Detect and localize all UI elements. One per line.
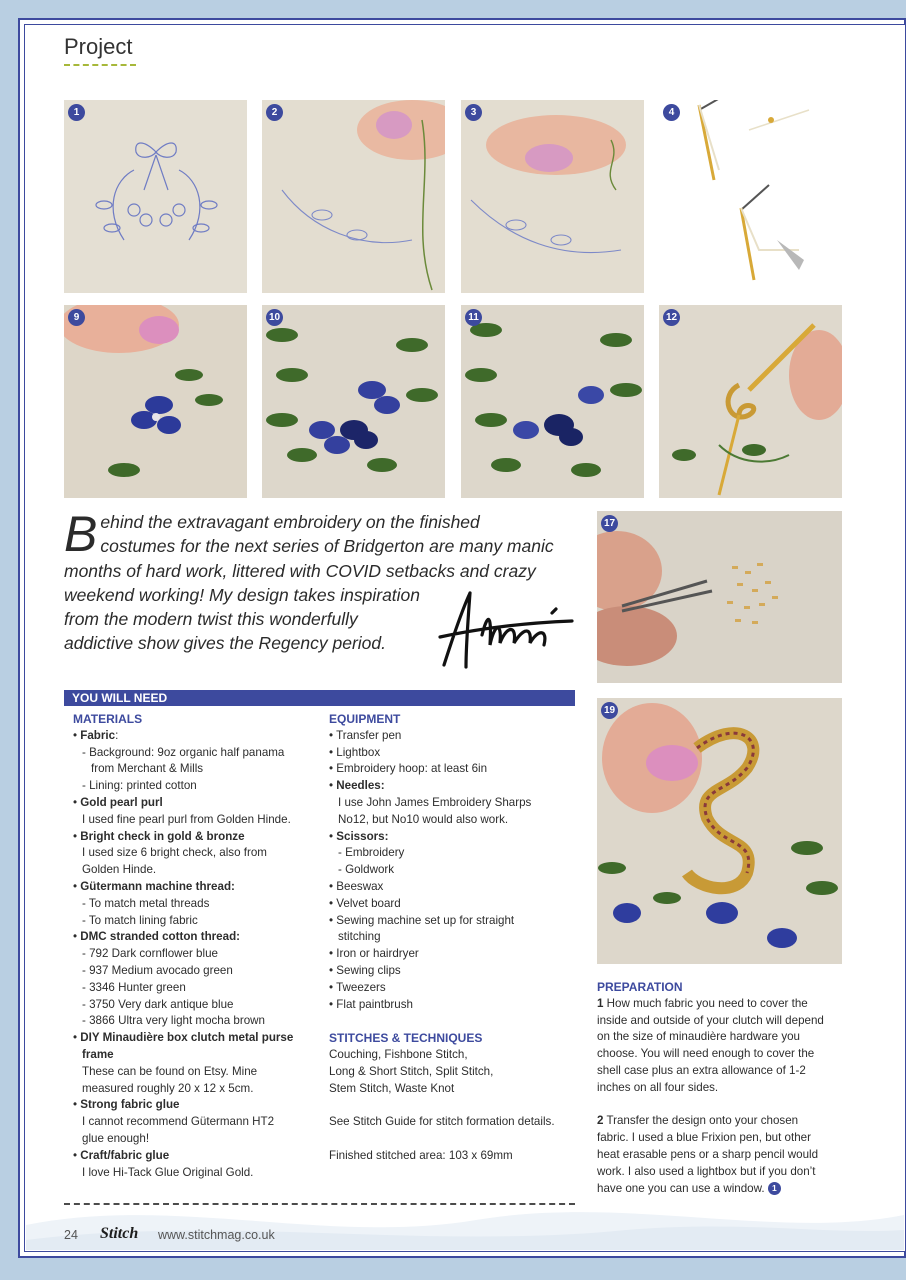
- list-item: - Goldwork: [338, 863, 395, 877]
- list-item: I love Hi-Tack Glue Original Gold.: [82, 1165, 254, 1179]
- step-photo-19: [597, 698, 842, 964]
- preparation-section: [597, 979, 847, 1197]
- list-item: • Velvet board: [329, 896, 401, 910]
- you-will-need-bar: YOU WILL NEED: [64, 690, 575, 706]
- prep-line: 2 Transfer the design onto your chosen: [597, 1114, 799, 1128]
- intro-line: weekend working! My design takes inspiration: [64, 584, 421, 605]
- list-item: • Beeswax: [329, 879, 384, 893]
- step-reference-badge: 1: [768, 1182, 781, 1195]
- prep-line: inches on all four sides.: [597, 1080, 719, 1094]
- step-badge: 4: [663, 104, 680, 121]
- list-item: Golden Hinde.: [82, 863, 157, 877]
- list-item: - 3750 Very dark antique blue: [82, 997, 234, 1011]
- list-item: I use John James Embroidery Sharps: [338, 795, 532, 809]
- materials-column: [73, 711, 318, 1181]
- section-underline: [64, 64, 136, 66]
- list-item: • Scissors:: [329, 829, 389, 843]
- list-item: • Tweezers: [329, 980, 386, 994]
- list-item: - 3866 Ultra very light mocha brown: [82, 1014, 266, 1028]
- prep-line: inside and outside of your clutch will depend: [597, 1013, 824, 1027]
- step-photo-2: [262, 100, 445, 293]
- step-photo-11: [461, 305, 644, 498]
- prep-line: have one you can use a window. 1: [597, 1181, 847, 1198]
- prep-line: 1 How much fabric you need to cover the: [597, 996, 808, 1010]
- step-badge: 11: [465, 309, 482, 326]
- list-item: • Craft/fabric glue: [73, 1148, 170, 1162]
- step-badge: 9: [68, 309, 85, 326]
- prep-line: fabric. I used a blue Frixion pen, but other: [597, 1131, 811, 1145]
- intro-line: from the modern twist this wonderfully: [64, 609, 358, 630]
- list-item: • DIY Minaudière box clutch metal purse: [73, 1031, 294, 1045]
- step-photo-10: [262, 305, 445, 498]
- magazine-logo: Stitch: [100, 1225, 139, 1242]
- prep-line: work. I also used a lightbox but if you don’t: [597, 1164, 816, 1178]
- list-item: • Gütermann machine thread:: [73, 879, 235, 893]
- step-badge: 3: [465, 104, 482, 121]
- intro-line: addictive show gives the Regency period.: [64, 633, 386, 654]
- list-item: glue enough!: [82, 1131, 150, 1145]
- list-item: stitching: [338, 930, 381, 944]
- list-item: - 792 Dark cornflower blue: [82, 947, 218, 961]
- list-item: - To match metal threads: [82, 896, 210, 910]
- page-number: 24: [64, 1228, 78, 1242]
- needle-threading-diagram: [659, 100, 842, 293]
- list-item: - Embroidery: [338, 846, 405, 860]
- step-badge: 19: [601, 702, 618, 719]
- website-link[interactable]: www.stitchmag.co.uk: [158, 1228, 275, 1242]
- prep-line: choose. You will need enough to cover the: [597, 1047, 815, 1061]
- step-photo-3: [461, 100, 644, 293]
- list-item: • Embroidery hoop: at least 6in: [329, 762, 488, 776]
- prep-line: on the size of minaudière hardware you: [597, 1030, 801, 1044]
- spacer: [329, 1013, 579, 1030]
- step-photo-4: [659, 100, 842, 293]
- list-item: • Sewing machine set up for straight: [329, 913, 515, 927]
- hand-stitching-illustration: [461, 100, 644, 293]
- drop-cap: B: [64, 506, 98, 562]
- spacer: [329, 1097, 579, 1114]
- section-label: Project: [64, 34, 133, 59]
- list-item: These can be found on Etsy. Mine: [82, 1064, 258, 1078]
- list-item: • Transfer pen: [329, 728, 402, 742]
- list-item: No12, but No10 would also work.: [338, 812, 509, 826]
- flower-wreath-illustration: [461, 305, 644, 498]
- stitches-heading: STITCHES & TECHNIQUES: [329, 1031, 483, 1046]
- list-item: • Bright check in gold & bronze: [73, 829, 245, 843]
- intro-line: costumes for the next series of Bridgerton are many manic: [100, 536, 554, 557]
- gold-couching-illustration: [659, 305, 842, 498]
- flower-stitching-illustration: [64, 305, 247, 498]
- spacer: [597, 1097, 847, 1114]
- stitch-guide-note: See Stitch Guide for stitch formation details.: [329, 1115, 555, 1129]
- prep-line: shell case plus an extra allowance of 1-2: [597, 1063, 806, 1077]
- step-badge: 2: [266, 104, 283, 121]
- list-item: - 937 Medium avocado green: [82, 963, 233, 977]
- list-item: • Sewing clips: [329, 963, 401, 977]
- list-item: measured roughly 20 x 12 x 5cm.: [82, 1081, 254, 1095]
- equipment-heading: EQUIPMENT: [329, 712, 401, 726]
- list-item: - Lining: printed cotton: [82, 779, 197, 793]
- list-item: - To match lining fabric: [82, 913, 198, 927]
- step-badge: 12: [663, 309, 680, 326]
- list-item: Long & Short Stitch, Split Stitch,: [329, 1064, 494, 1078]
- step-photo-1: [64, 100, 247, 293]
- list-item: • Lightbox: [329, 745, 381, 759]
- list-item: Stem Stitch, Waste Knot: [329, 1081, 455, 1095]
- flower-wreath-illustration: [262, 305, 445, 498]
- step-photo-12: [659, 305, 842, 498]
- list-item: • Needles:: [329, 779, 385, 793]
- author-signature: [432, 585, 577, 675]
- list-item: • Gold pearl purl: [73, 795, 163, 809]
- step-photo-9: [64, 305, 247, 498]
- list-item: frame: [82, 1047, 114, 1061]
- list-item: • Iron or hairdryer: [329, 947, 419, 961]
- list-item: from Merchant & Mills: [91, 762, 204, 776]
- spacer: [329, 1131, 579, 1148]
- equipment-column: [329, 711, 579, 1165]
- list-item: • Fabric:: [73, 728, 119, 742]
- materials-heading: MATERIALS: [73, 712, 143, 726]
- list-item: I used size 6 bright check, also from: [82, 846, 267, 860]
- list-item: - Background: 9oz organic half panama: [82, 745, 285, 759]
- list-item: • Strong fabric glue: [73, 1098, 180, 1112]
- preparation-heading: PREPARATION: [597, 980, 683, 994]
- list-item: I cannot recommend Gütermann HT2: [82, 1115, 275, 1129]
- hand-stitching-illustration: [262, 100, 445, 293]
- list-item: • DMC stranded cotton thread:: [73, 930, 241, 944]
- list-item: I used fine pearl purl from Golden Hinde.: [82, 812, 291, 826]
- intro-line: months of hard work, littered with COVID setbacks and crazy: [64, 560, 536, 581]
- intro-line: ehind the extravagant embroidery on the finished: [100, 512, 480, 532]
- step-badge: 1: [68, 104, 85, 121]
- list-item: • Flat paintbrush: [329, 997, 413, 1011]
- goldwork-embroidery-illustration: [597, 698, 842, 964]
- finished-area-note: Finished stitched area: 103 x 69mm: [329, 1148, 513, 1162]
- prep-line: heat erasable pens or a sharp pencil would: [597, 1147, 819, 1161]
- step-badge: 17: [601, 515, 618, 532]
- tweezers-and-chips-illustration: [597, 511, 842, 683]
- traced-design-illustration: [64, 100, 247, 293]
- step-badge: 10: [266, 309, 283, 326]
- step-photo-17: [597, 511, 842, 683]
- list-item: Couching, Fishbone Stitch,: [329, 1047, 468, 1061]
- list-item: - 3346 Hunter green: [82, 980, 186, 994]
